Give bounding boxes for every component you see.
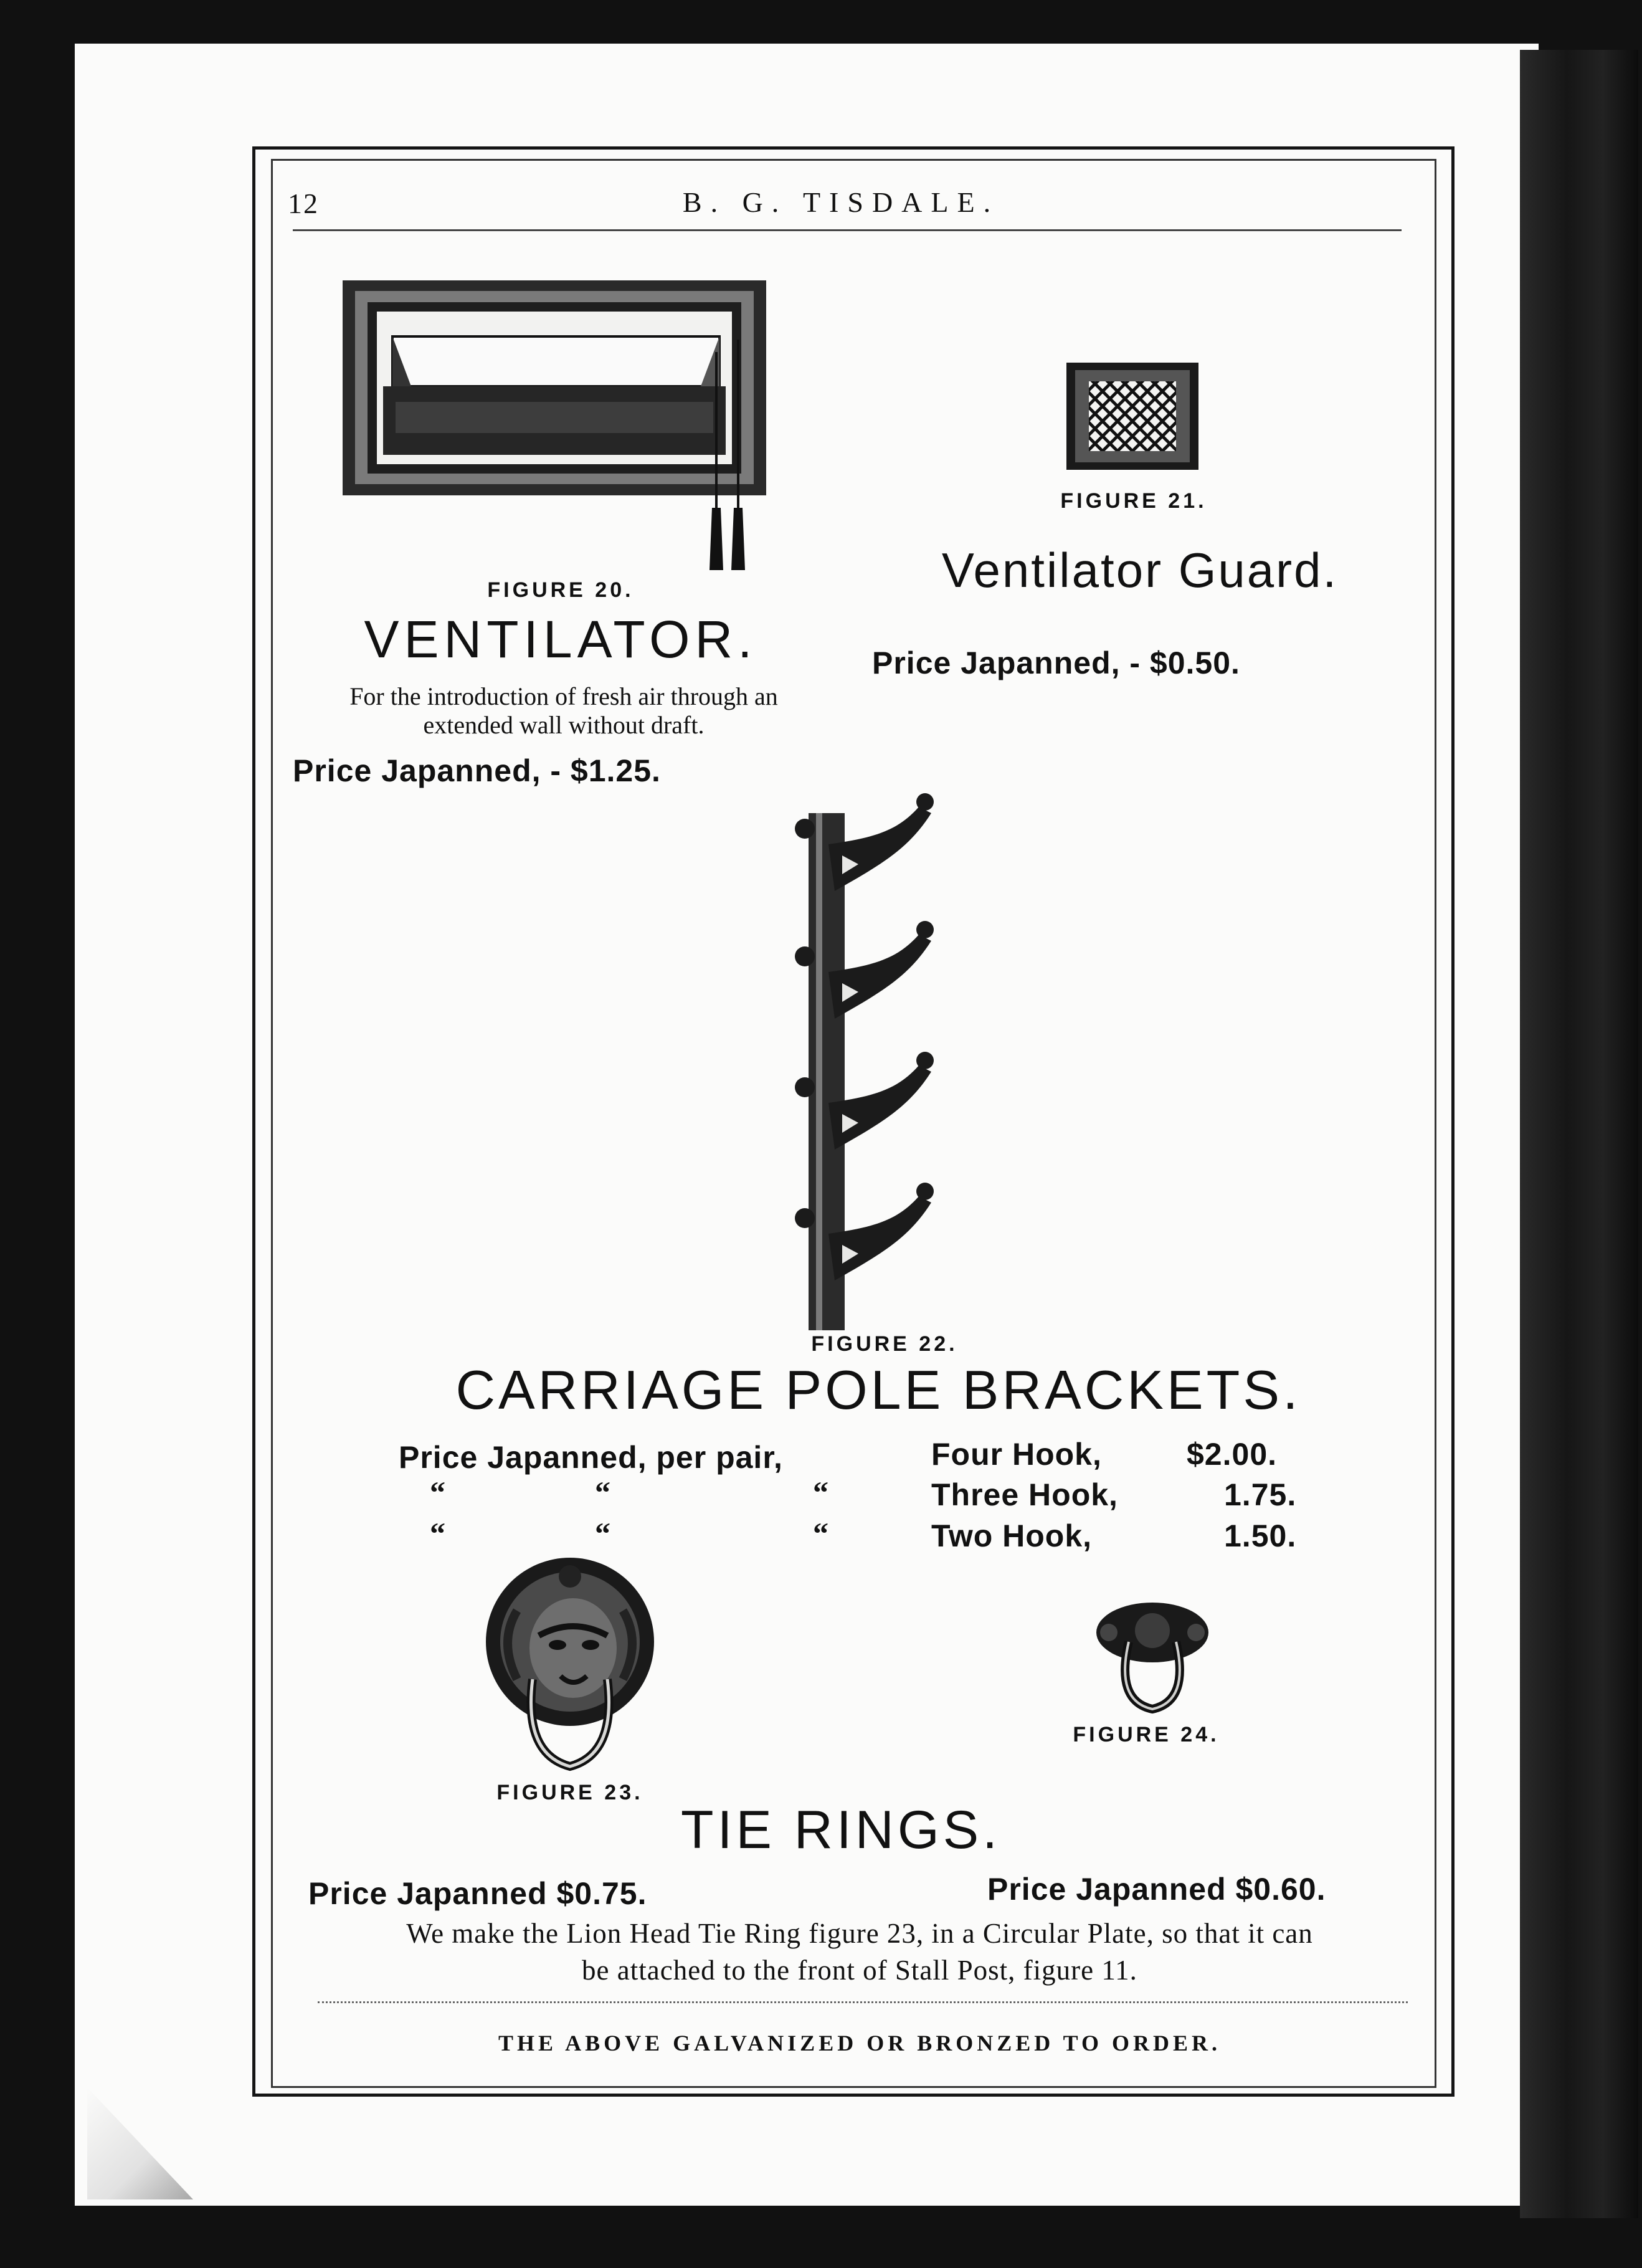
bracket-three-hook-name: Three Hook,	[931, 1477, 1118, 1512]
tie-ring-note-line1: We make the Lion Head Tie Ring figure 23, in a Circular Plate, so that it can	[406, 1918, 1313, 1949]
ventilator-guard-price: Price Japanned, - $0.50.	[872, 646, 1240, 680]
figure-23-caption: FIGURE 23.	[496, 1781, 643, 1804]
footer-note: THE ABOVE GALVANIZED OR BRONZED TO ORDER.	[498, 2031, 1221, 2056]
figure-20-caption: FIGURE 20.	[487, 578, 634, 602]
ditto-mark: “	[813, 1516, 828, 1551]
ditto-mark: “	[813, 1475, 828, 1510]
tie-ring-23-price: Price Japanned $0.75.	[308, 1876, 647, 1911]
bracket-four-hook-price: $2.00.	[1187, 1437, 1278, 1472]
lion-head-tie-ring-illustration	[480, 1555, 660, 1779]
book-spine-shadow	[1520, 50, 1638, 2218]
tie-rings-title: TIE RINGS.	[681, 1800, 1001, 1860]
ditto-mark: “	[595, 1516, 610, 1551]
page-number: 12	[288, 188, 319, 219]
ventilator-illustration	[339, 277, 776, 576]
figure-22-caption: FIGURE 22.	[811, 1332, 958, 1356]
bracket-four-hook-name: Four Hook,	[931, 1437, 1102, 1472]
running-head: B. G. TISDALE.	[682, 186, 1000, 218]
footer-dotted-rule	[318, 2001, 1408, 2003]
ventilator-guard-title: Ventilator Guard.	[941, 543, 1339, 598]
figure-21-caption: FIGURE 21.	[1060, 489, 1207, 513]
bracket-two-hook-name: Two Hook,	[931, 1518, 1093, 1553]
ditto-mark: “	[430, 1475, 445, 1510]
figure-24-caption: FIGURE 24.	[1073, 1723, 1220, 1746]
ventilator-description-line1: For the introduction of fresh air through an	[349, 682, 778, 710]
tie-ring-24-price: Price Japanned $0.60.	[987, 1872, 1326, 1907]
bracket-price-label: Price Japanned, per pair,	[399, 1440, 783, 1475]
ditto-mark: “	[430, 1516, 445, 1551]
tie-ring-illustration	[1090, 1592, 1215, 1717]
ventilator-title: VENTILATOR.	[364, 610, 757, 669]
ditto-mark: “	[595, 1475, 610, 1510]
carriage-pole-bracket-illustration	[791, 788, 966, 1336]
header-rule	[293, 229, 1402, 231]
bracket-two-hook-price: 1.50.	[1224, 1518, 1297, 1553]
ventilator-description-line2: extended wall without draft.	[423, 711, 705, 739]
carriage-pole-brackets-title: CARRIAGE POLE BRACKETS.	[455, 1359, 1301, 1421]
ventilator-guard-illustration	[1065, 361, 1202, 474]
bracket-three-hook-price: 1.75.	[1224, 1477, 1297, 1512]
ventilator-price: Price Japanned, - $1.25.	[293, 753, 661, 788]
tie-ring-note-line2: be attached to the front of Stall Post, figure 11.	[582, 1955, 1137, 1986]
